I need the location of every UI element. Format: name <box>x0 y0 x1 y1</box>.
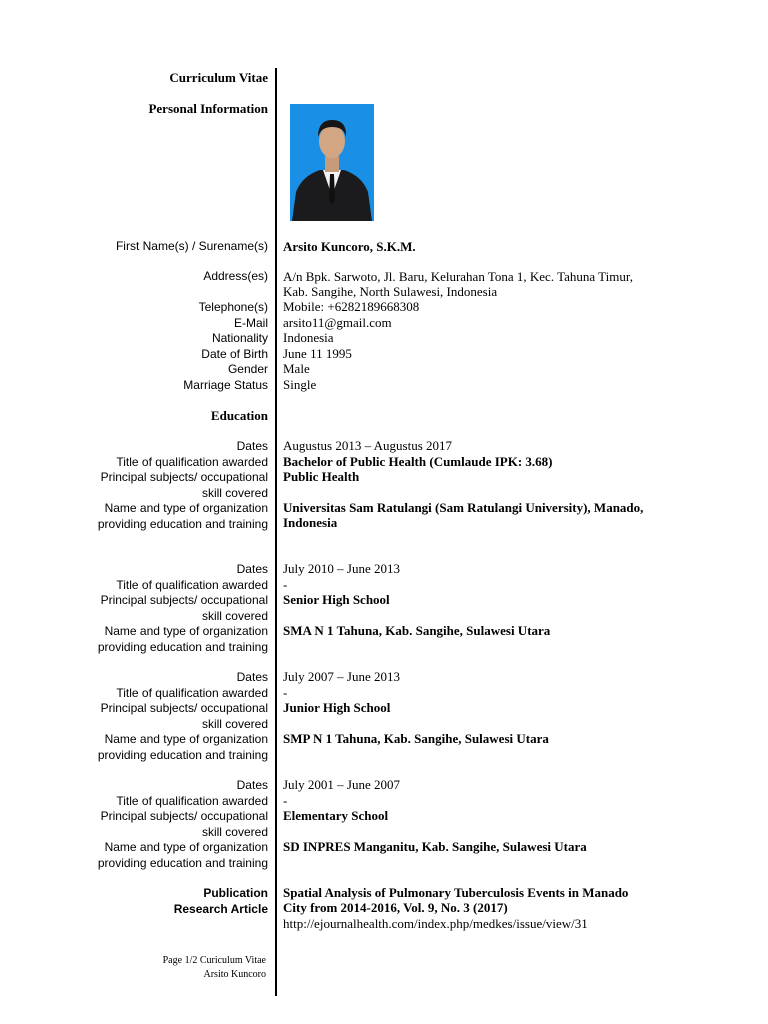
edu-1-title: Bachelor of Public Health (Cumlaude IPK: 3.68) <box>283 454 553 469</box>
edu-4-title: - <box>283 793 288 808</box>
edu-2-subjects: Senior High School <box>283 592 390 607</box>
nationality-label: Nationality <box>211 331 268 345</box>
edu-subjects-label: Principal subjects/ occupational <box>100 593 268 607</box>
edu-2-title: - <box>283 577 288 592</box>
edu-subjects-label-2: skill covered <box>201 609 268 623</box>
gender-label: Gender <box>227 362 268 376</box>
column-divider <box>275 68 277 996</box>
telephone-value: Mobile: +6282189668308 <box>283 299 420 314</box>
edu-subjects-label: Principal subjects/ occupational <box>100 701 268 715</box>
edu-org-label: Name and type of organization <box>104 624 268 638</box>
gender-value: Male <box>283 361 310 376</box>
edu-3-title: - <box>283 685 288 700</box>
edu-org-label-2: providing education and training <box>97 748 268 762</box>
edu-subjects-label-2: skill covered <box>201 486 268 500</box>
email-value: arsito11@gmail.com <box>283 315 392 330</box>
edu-org-label-2: providing education and training <box>97 517 268 531</box>
name-label: First Name(s) / Surename(s) <box>115 239 268 253</box>
edu-dates-label: Dates <box>236 670 268 684</box>
edu-dates-label: Dates <box>236 562 268 576</box>
marriage-value: Single <box>283 377 317 392</box>
edu-3-subjects: Junior High School <box>283 700 391 715</box>
personal-info-heading: Personal Information <box>148 101 268 116</box>
edu-org-label: Name and type of organization <box>104 732 268 746</box>
edu-1-org-line-2: Indonesia <box>283 515 338 530</box>
edu-4-dates: July 2001 – June 2007 <box>283 777 400 792</box>
marriage-label: Marriage Status <box>183 378 268 392</box>
cv-title: Curriculum Vitae <box>169 70 268 85</box>
edu-subjects-label-2: skill covered <box>201 825 268 839</box>
edu-title-label: Title of qualification awarded <box>116 578 268 592</box>
address-line-1: A/n Bpk. Sarwoto, Jl. Baru, Kelurahan Tona 1, Kec. Tahuna Timur, <box>283 269 633 284</box>
footer-author: Arsito Kuncoro <box>203 969 266 980</box>
full-name: Arsito Kuncoro, S.K.M. <box>283 239 416 254</box>
edu-3-org: SMP N 1 Tahuna, Kab. Sangihe, Sulawesi Utara <box>283 731 549 746</box>
edu-2-dates: July 2010 – June 2013 <box>283 561 400 576</box>
edu-org-label-2: providing education and training <box>97 856 268 870</box>
edu-org-label: Name and type of organization <box>104 840 268 854</box>
address-line-2: Kab. Sangihe, North Sulawesi, Indonesia <box>283 284 498 299</box>
publication-url[interactable]: http://ejournalhealth.com/index.php/medkes/issue/view/31 <box>283 916 588 931</box>
publication-title-line-2: City from 2014-2016, Vol. 9, No. 3 (2017) <box>283 900 508 915</box>
edu-1-dates: Augustus 2013 – Augustus 2017 <box>283 438 453 453</box>
edu-org-label-2: providing education and training <box>97 640 268 654</box>
edu-org-label: Name and type of organization <box>104 501 268 515</box>
edu-3-dates: July 2007 – June 2013 <box>283 669 400 684</box>
edu-4-org: SD INPRES Manganitu, Kab. Sangihe, Sulawesi Utara <box>283 839 587 854</box>
edu-4-subjects: Elementary School <box>283 808 389 823</box>
edu-subjects-label: Principal subjects/ occupational <box>100 470 268 484</box>
edu-subjects-label-2: skill covered <box>201 717 268 731</box>
publication-title-line-1: Spatial Analysis of Pulmonary Tuberculosis Events in Manado <box>283 885 629 900</box>
dob-label: Date of Birth <box>201 347 268 361</box>
publication-label: Publication <box>203 886 268 900</box>
research-article-label: Research Article <box>173 902 268 916</box>
edu-1-subjects: Public Health <box>283 469 360 484</box>
education-heading: Education <box>210 408 268 423</box>
edu-title-label: Title of qualification awarded <box>116 686 268 700</box>
edu-1-org-line-1: Universitas Sam Ratulangi (Sam Ratulangi University), Manado, <box>283 500 644 515</box>
edu-2-org: SMA N 1 Tahuna, Kab. Sangihe, Sulawesi Utara <box>283 623 551 638</box>
edu-dates-label: Dates <box>236 439 268 453</box>
nationality-value: Indonesia <box>283 330 334 345</box>
portrait-illustration <box>290 104 374 221</box>
email-label: E-Mail <box>233 316 268 330</box>
telephone-label: Telephone(s) <box>198 300 268 314</box>
footer-page-info: Page 1/2 Curiculum Vitae <box>162 955 266 966</box>
edu-subjects-label: Principal subjects/ occupational <box>100 809 268 823</box>
address-label: Address(es) <box>203 269 268 283</box>
edu-title-label: Title of qualification awarded <box>116 794 268 808</box>
edu-dates-label: Dates <box>236 778 268 792</box>
profile-photo <box>290 104 374 221</box>
edu-title-label: Title of qualification awarded <box>116 455 268 469</box>
dob-value: June 11 1995 <box>283 346 352 361</box>
